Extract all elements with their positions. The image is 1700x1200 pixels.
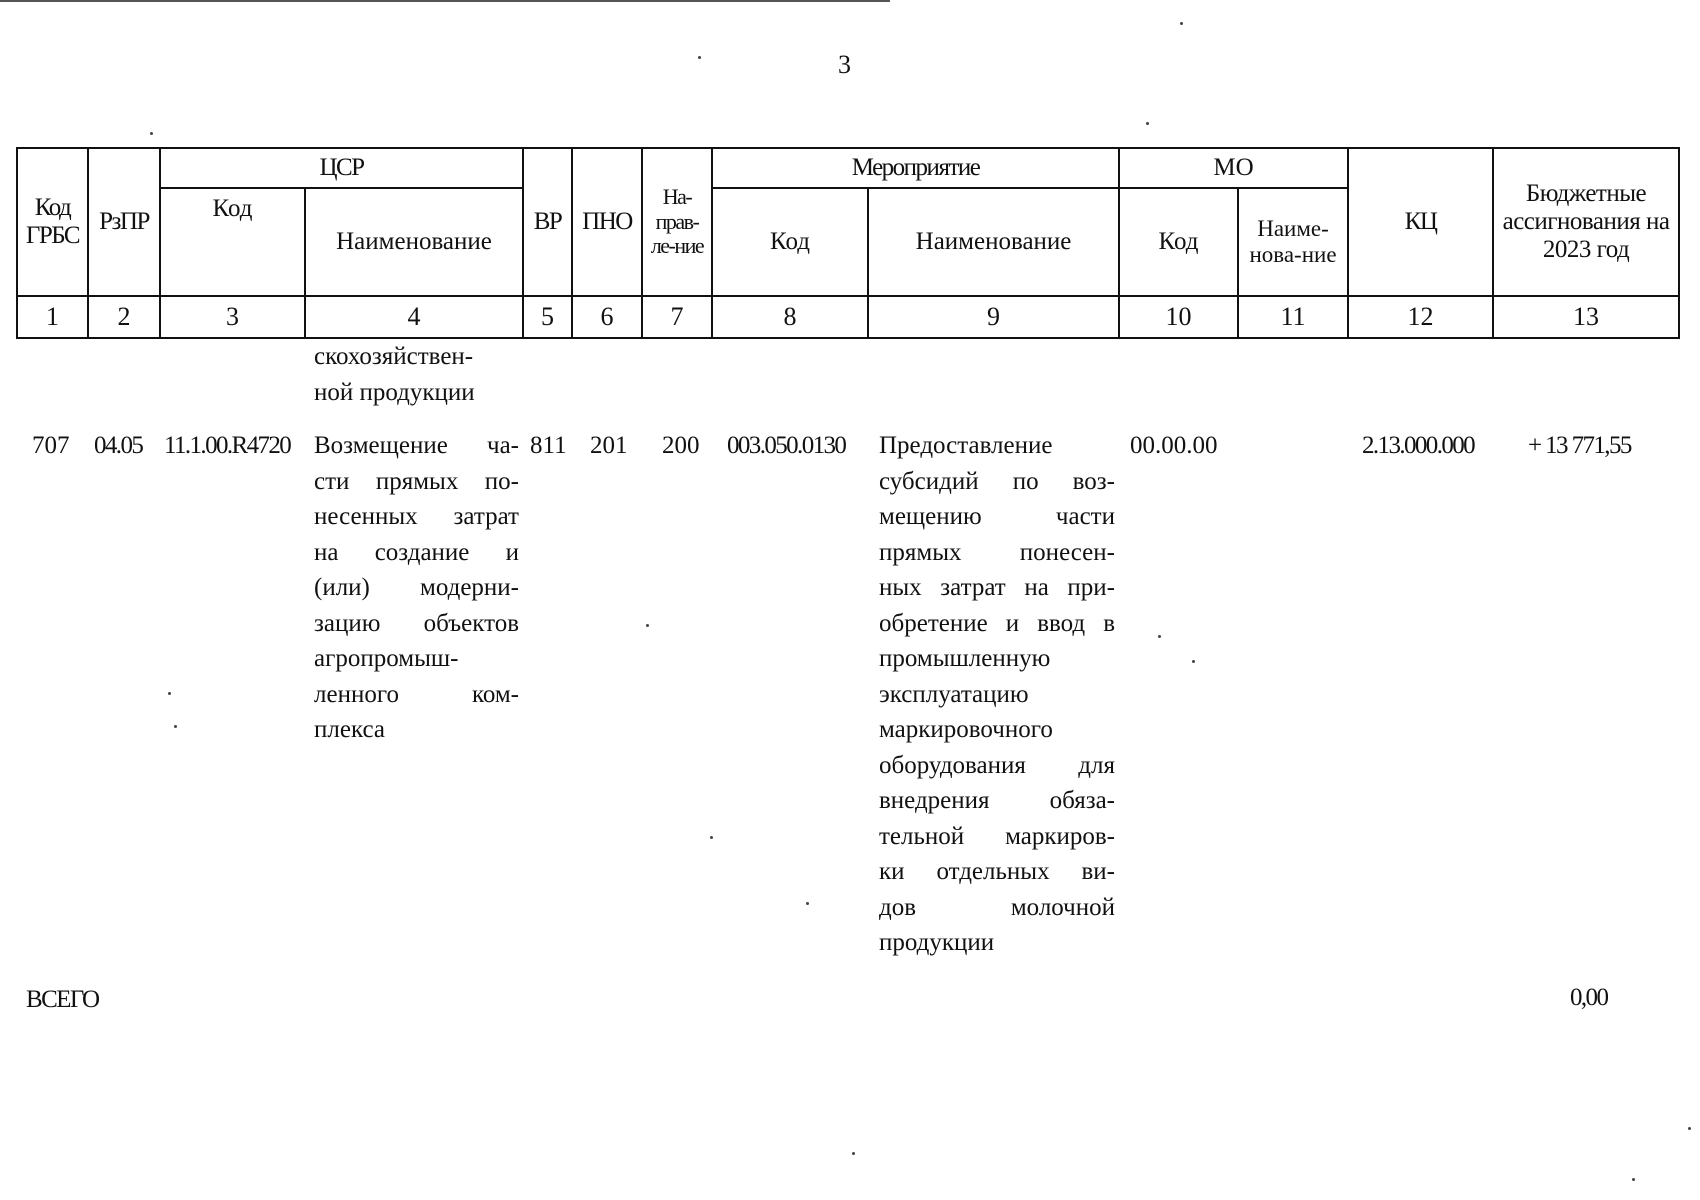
scan-speck xyxy=(150,132,153,135)
scan-speck xyxy=(698,56,701,59)
row-napravlenie: 200 xyxy=(662,432,700,459)
scan-speck xyxy=(168,692,171,695)
mer-name-line: маркировочного xyxy=(879,716,1053,743)
mer-name-line: обретение и ввод в xyxy=(879,609,1115,637)
col-number-5: 5 xyxy=(523,296,572,338)
col-number-8: 8 xyxy=(712,296,868,338)
col-number-3: 3 xyxy=(160,296,305,338)
header-kc: КЦ xyxy=(1348,148,1493,296)
row-mer-name xyxy=(879,428,1115,961)
scan-speck xyxy=(710,836,713,839)
scan-edge-line xyxy=(0,0,890,2)
scan-speck xyxy=(1158,635,1161,638)
csr-name-line: сти прямых по- xyxy=(314,467,519,495)
col-number-10: 10 xyxy=(1119,296,1238,338)
mer-name-line: прямых понесен- xyxy=(879,538,1115,566)
header-pno: ПНО xyxy=(572,148,642,296)
total-value: 0,00 xyxy=(1570,984,1608,1011)
row-csr-kod: 11.1.00.R4720 xyxy=(164,432,291,459)
col-number-2: 2 xyxy=(88,296,160,338)
mer-name-line: Предоставление xyxy=(879,432,1053,459)
mer-name-line: ки отдельных ви- xyxy=(879,858,1115,885)
csr-name-line: несенных затрат xyxy=(314,503,519,530)
mer-name-line: мещению части xyxy=(879,503,1115,530)
row-amount: + 13 771,55 xyxy=(1528,432,1631,459)
header-napravlenie: На-прав-ле-ние xyxy=(642,148,712,296)
scan-speck xyxy=(174,725,177,728)
scan-speck xyxy=(1632,1178,1635,1181)
csr-name-line: Возмещение ча- xyxy=(314,432,519,459)
total-label: ВСЕГО xyxy=(26,986,99,1013)
col-number-9: 9 xyxy=(868,296,1119,338)
scan-speck xyxy=(806,902,809,905)
csr-name-line: на создание и xyxy=(314,538,519,566)
continuation-line: ной продукции xyxy=(314,378,475,406)
header-mo-name: Наиме-нова-ние xyxy=(1238,188,1348,296)
scan-speck xyxy=(1180,22,1183,25)
budget-table-header xyxy=(16,147,1680,339)
header-mer-name: Наименование xyxy=(868,188,1119,296)
col-number-13: 13 xyxy=(1493,296,1679,338)
csr-name-line: ленного ком- xyxy=(314,680,519,708)
header-rzpr: РзПР xyxy=(88,148,160,296)
row-csr-name xyxy=(314,428,519,748)
header-mer-kod: Код xyxy=(712,188,868,296)
header-csr-kod: Код xyxy=(160,188,305,296)
csr-name-line: (или) модерни- xyxy=(314,574,519,601)
mer-name-line: ных затрат на при- xyxy=(879,574,1115,601)
row-mer-kod: 003.050.0130 xyxy=(727,432,846,459)
mer-name-line: субсидий по воз- xyxy=(879,467,1115,495)
row-rzpr: 04.05 xyxy=(94,432,143,459)
row-kc: 2.13.000.000 xyxy=(1362,432,1475,459)
col-number-1: 1 xyxy=(17,296,88,338)
header-mo-group: МО xyxy=(1119,148,1348,188)
mer-name-line: промышленную xyxy=(879,645,1051,672)
header-kod-grbs: Код ГРБС xyxy=(17,148,88,296)
csr-name-line: плекса xyxy=(314,716,385,743)
scan-speck xyxy=(1146,122,1149,125)
page-number: 3 xyxy=(838,50,851,79)
header-vr: ВР xyxy=(523,148,572,296)
continuation-text xyxy=(314,339,534,410)
col-number-11: 11 xyxy=(1238,296,1348,338)
scan-speck xyxy=(1192,660,1195,663)
row-vr: 811 xyxy=(530,432,567,459)
col-number-6: 6 xyxy=(572,296,642,338)
col-number-4: 4 xyxy=(305,296,523,338)
header-meropriyatie-group: Мероприятие xyxy=(712,148,1119,188)
col-number-12: 12 xyxy=(1348,296,1493,338)
col-number-7: 7 xyxy=(642,296,712,338)
mer-name-line: дов молочной xyxy=(879,893,1115,921)
mer-name-line: внедрения обяза- xyxy=(879,787,1115,814)
mer-name-line: тельной маркиров- xyxy=(879,822,1115,850)
mer-name-line: оборудования для xyxy=(879,751,1115,779)
header-mo-kod: Код xyxy=(1119,188,1238,296)
continuation-line: скохозяйствен- xyxy=(314,343,474,370)
csr-name-line: агропромыш- xyxy=(314,645,459,672)
row-pno: 201 xyxy=(590,432,628,459)
header-budget: Бюджетные ассигнования на 2023 год xyxy=(1493,148,1679,296)
mer-name-line: продукции xyxy=(879,929,995,956)
csr-name-line: зацию объектов xyxy=(314,609,519,637)
scan-speck xyxy=(852,1152,855,1155)
row-mo-kod: 00.00.00 xyxy=(1130,432,1218,459)
mer-name-line: эксплуатацию xyxy=(879,680,1029,708)
header-csr-group: ЦСР xyxy=(160,148,523,188)
row-kod-grbs: 707 xyxy=(32,432,70,459)
scan-speck xyxy=(1688,1127,1691,1130)
header-csr-name: Наименование xyxy=(305,188,523,296)
scan-speck xyxy=(646,624,649,627)
